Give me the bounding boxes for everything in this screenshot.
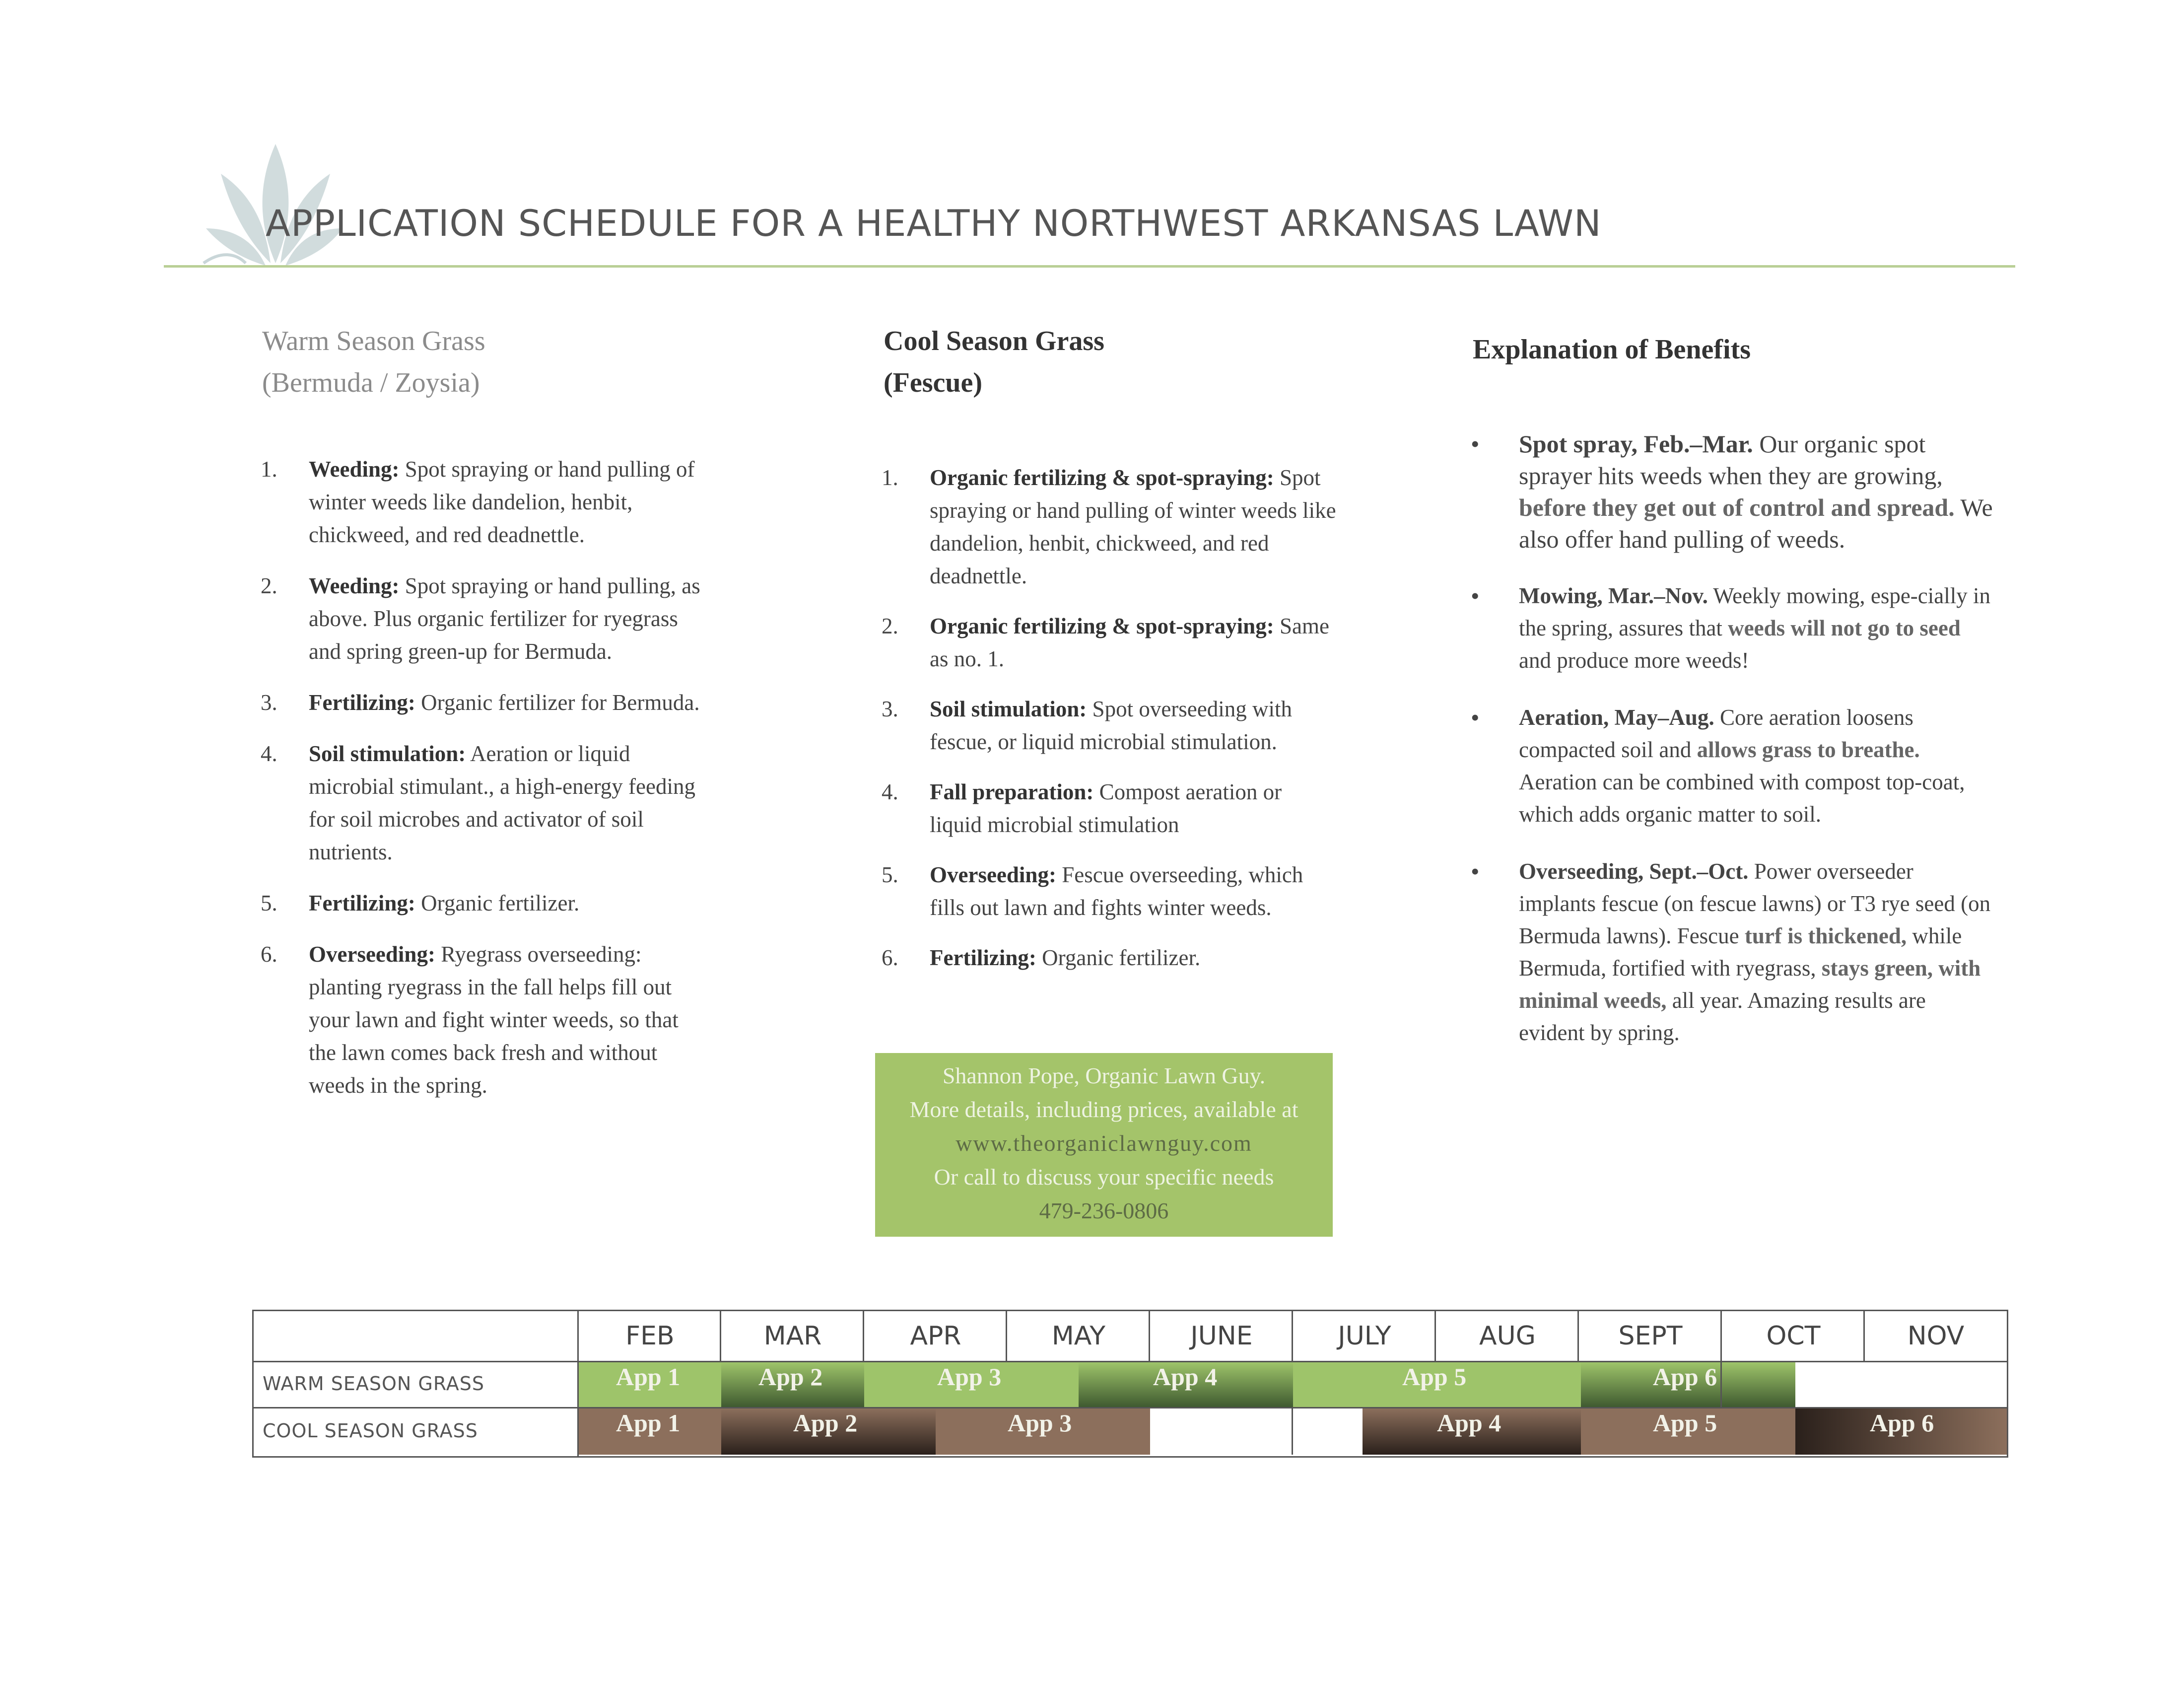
benefits-heading: Explanation of Benefits: [1473, 334, 1751, 365]
list-item: 2. Organic fertilizing & spot-spraying: Same as no. 1.: [882, 614, 1329, 671]
row-divider: [254, 1361, 2007, 1362]
list-item: 5. Fertilizing: Organic fertilizer.: [261, 891, 580, 915]
warm-app-4: App 4: [1079, 1362, 1293, 1407]
cool-app-1: App 1: [579, 1408, 721, 1455]
warm-season-list: [261, 453, 711, 1120]
warm-app-1: App 1: [579, 1362, 721, 1407]
bullet-icon: •: [1471, 430, 1480, 458]
list-item: • Spot spray, Feb.–Mar. Our organic spot sprayer hits weeds when they are growing, before they get out of control and spread. We also offer hand pulling of weeds.: [1519, 428, 1995, 555]
month-header: JULY: [1338, 1321, 1391, 1351]
phone-number: 479-236-0806: [1039, 1198, 1169, 1223]
column-divider: [1863, 1407, 1865, 1408]
cool-season-list: [882, 461, 1337, 991]
schedule-table: [252, 1310, 2008, 1458]
benefits-list: [1471, 428, 1995, 1074]
cool-app-2: App 2: [721, 1408, 936, 1455]
title-divider: [164, 265, 2015, 268]
month-header: AUG: [1479, 1321, 1536, 1351]
cool-app-6: App 6: [1795, 1408, 2007, 1455]
list-item: 3. Fertilizing: Organic fertilizer for Bermuda.: [261, 690, 700, 715]
warm-app-2: App 2: [721, 1362, 864, 1407]
contact-box: [875, 1053, 1333, 1237]
bullet-icon: •: [1471, 582, 1480, 610]
column-divider: [1292, 1407, 1293, 1455]
warm-row-label: WARM SEASON GRASS: [263, 1373, 484, 1395]
list-item: 4. Soil stimulation: Aeration or liquid microbial stimulant., a high-energy feeding for soil microbes and activator of soil nutrients.: [261, 741, 695, 864]
month-header: OCT: [1766, 1321, 1821, 1351]
list-item: • Aeration, May–Aug. Core aeration loosens compacted soil and allows grass to breathe. Aeration can be combined with compost top-coat, which adds organic matter to soil.: [1519, 702, 1995, 831]
bullet-icon: •: [1471, 857, 1480, 885]
cool-season-heading: Cool Season Grass (Fescue): [884, 326, 1104, 398]
contact-call: Or call to discuss your specific needs: [934, 1164, 1274, 1190]
month-header: SEPT: [1618, 1321, 1683, 1351]
warm-app-3: App 3: [864, 1362, 1079, 1407]
page-title: APPLICATION SCHEDULE FOR A HEALTHY NORTHWEST ARKANSAS LAWN: [266, 203, 1602, 245]
cool-app-3: App 3: [936, 1408, 1150, 1455]
website-link[interactable]: www.theorganiclawnguy.com: [956, 1130, 1252, 1156]
month-header: APR: [910, 1321, 961, 1351]
month-header: MAR: [763, 1321, 822, 1351]
cool-row-label: COOL SEASON GRASS: [263, 1420, 478, 1442]
list-item: 6. Overseeding: Ryegrass overseeding: planting ryegrass in the fall helps fill out your lawn and fight winter weeds, so that the lawn comes back fresh and without weeds in the spring.: [261, 942, 679, 1098]
warm-app-5: App 5: [1293, 1362, 1581, 1407]
cool-app-4: App 4: [1363, 1408, 1581, 1455]
bullet-icon: •: [1471, 703, 1480, 731]
list-item: 1. Weeding: Spot spraying or hand pulling of winter weeds like dandelion, henbit, chickweed, and red deadnettle.: [261, 457, 695, 547]
list-item: 6. Fertilizing: Organic fertilizer.: [882, 945, 1201, 970]
month-header: NOV: [1907, 1321, 1965, 1351]
list-item: 1. Organic fertilizing & spot-spraying: Spot spraying or hand pulling of winter weeds like dandelion, henbit, chickweed, and red deadnettle.: [882, 465, 1336, 588]
list-item: • Mowing, Mar.–Nov. Weekly mowing, espe-cially in the spring, assures that weeds will not go to seed and produce more weeds!: [1519, 580, 1995, 677]
list-item: • Overseeding, Sept.–Oct. Power overseeder implants fescue (on fescue lawns) or T3 rye seed (on Bermuda lawns). Fescue turf is thickened, while Bermuda, fortified with ryegrass, stays green, with minimal weeds, all year. Amazing results are evident by spring.: [1519, 855, 1995, 1049]
month-header: MAY: [1051, 1321, 1106, 1351]
warm-season-heading: Warm Season Grass (Bermuda / Zoysia): [262, 326, 485, 398]
cool-app-5: App 5: [1581, 1408, 1795, 1455]
list-item: 2. Weeding: Spot spraying or hand pulling, as above. Plus organic fertilizer for ryegrass and spring green-up for Bermuda.: [261, 573, 700, 664]
warm-app-6: App 6: [1581, 1362, 1795, 1407]
list-item: 3. Soil stimulation: Spot overseeding with fescue, or liquid microbial stimulation.: [882, 697, 1292, 754]
column-divider: [1720, 1361, 1722, 1407]
month-header: JUNE: [1190, 1321, 1253, 1351]
contact-details: More details, including prices, available at: [909, 1097, 1298, 1122]
list-item: 5. Overseeding: Fescue overseeding, which fills out lawn and fights winter weeds.: [882, 862, 1303, 920]
list-item: 4. Fall preparation: Compost aeration or liquid microbial stimulation: [882, 779, 1282, 837]
contact-name: Shannon Pope, Organic Lawn Guy.: [942, 1063, 1266, 1088]
row-divider: [254, 1407, 2007, 1408]
month-header: FEB: [625, 1321, 675, 1351]
